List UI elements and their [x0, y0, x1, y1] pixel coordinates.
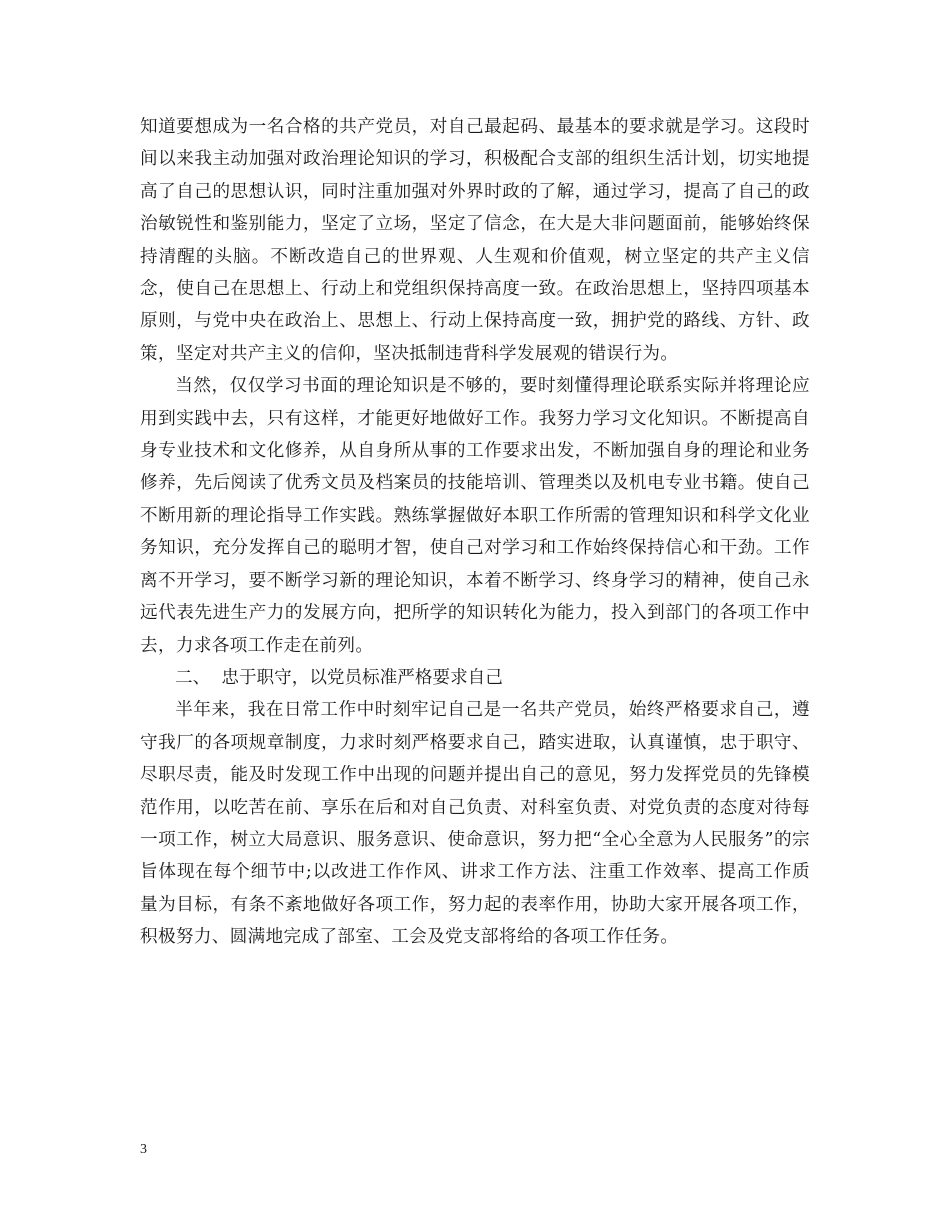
- section-heading: 二、 忠于职守，以党员标准严格要求自己: [175, 667, 503, 688]
- paragraph-3: 半年来，我在日常工作中时刻牢记自己是一名共产党员，始终严格要求自己，遵守我厂的各项规章制度，力求时刻严格要求自己，踏实进取，认真谨慎，忠于职守、尽职尽责，能及时发现工作中出现的问题并提出自己的意见，努力发挥党员的先锋模范作用，以吃苦在前、享乐在后和对自己负责、对科室负责、对党负责的态度对待每一项工作，树立大局意识、服务意识、使命意识，努力把“全心全意为人民服务”的宗旨体现在每个细节中;以改进工作作风、讲求工作方法、注重工作效率、提高工作质量为目标，有条不紊地做好各项工作，努力起的表率作用，协助大家开展各项工作，积极努力、圆满地完成了部室、工会及党支部将给的各项工作任务。: [140, 700, 810, 948]
- paragraph-2: 当然，仅仅学习书面的理论知识是不够的，要时刻懂得理论联系实际并将理论应用到实践中去，只有这样，才能更好地做好工作。我努力学习文化知识。不断提高自身专业技术和文化修养，从自身所从事的工作要求出发，不断加强自身的理论和业务修养，先后阅读了优秀文员及档案员的技能培训、管理类以及机电专业书籍。使自己不断用新的理论指导工作实践。熟练掌握做好本职工作所需的管理知识和科学文化业务知识，充分发挥自己的聪明才智，使自己对学习和工作始终保持信心和干劲。工作离不开学习，要不断学习新的理论知识，本着不断学习、终身学习的精神，使自己永远代表先进生产力的发展方向，把所学的知识转化为能力，投入到部门的各项工作中去，力求各项工作走在前列。: [140, 376, 810, 656]
- paragraph-1: 知道要想成为一名合格的共产党员，对自己最起码、最基本的要求就是学习。这段时间以来我主动加强对政治理论知识的学习，积极配合支部的组织生活计划，切实地提高了自己的思想认识，同时注重加强对外界时政的了解，通过学习，提高了自己的政治敏锐性和鉴别能力，坚定了立场，坚定了信念，在大是大非问题面前，能够始终保持清醒的头脑。不断改造自己的世界观、人生观和价值观，树立坚定的共产主义信念，使自己在思想上、行动上和党组织保持高度一致。在政治思想上，坚持四项基本原则，与党中央在政治上、思想上、行动上保持高度一致，拥护党的路线、方针、政策，坚定对共产主义的信仰，坚决抵制违背科学发展观的错误行为。: [140, 117, 810, 364]
- page-number: 3: [140, 1142, 147, 1157]
- document-body: [140, 111, 810, 954]
